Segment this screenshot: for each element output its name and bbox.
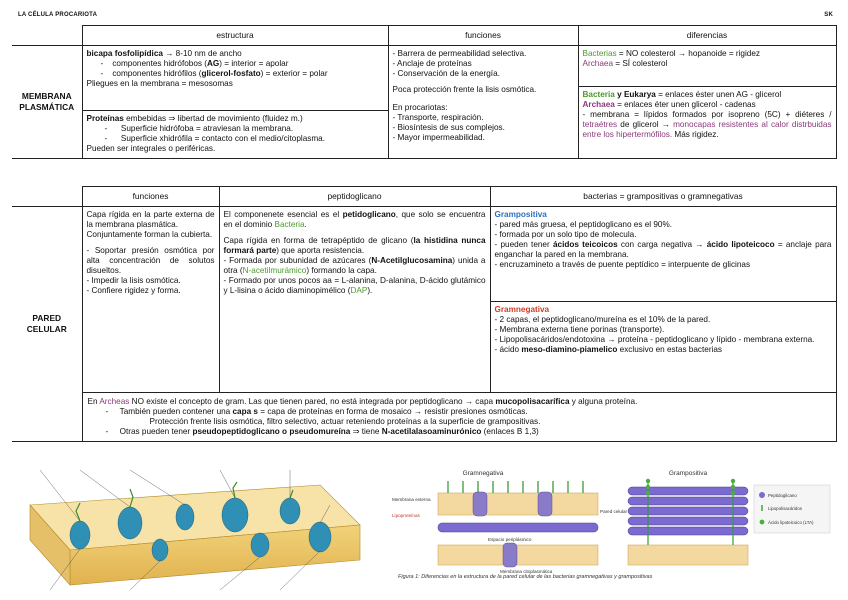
grampos-peptidoglycan-layers — [628, 487, 748, 535]
header-diferencias: diferencias — [578, 26, 836, 46]
gram-cell — [490, 207, 836, 393]
gramneg-outer-membrane — [438, 481, 598, 516]
label-lipoproteinas: Lipoproteínas — [392, 513, 420, 518]
bicapa-block: bicapa fosfolipídica → 8-10 nm de ancho - componentes hidrófobos (AG) = interior = apolar - componentes hidrófilos (glicerol-fosfato) = exterior = polar Pliegues en la membrana = mesosomas — [86, 49, 328, 88]
row-label-pared: PARED CELULAR — [12, 207, 82, 442]
figure-caption: Figura 1: Diferencias en la estructura de la pared celular de las bacterias gramnegativas y grampositivas — [398, 574, 653, 580]
label-membrana-externa: Membrana externa — [392, 497, 431, 502]
label-espacio-periplasmico: Espacio periplásmico — [488, 537, 532, 542]
row-label-membrana: MEMBRANA PLASMÁTICA — [12, 46, 82, 159]
page-header — [18, 12, 833, 22]
header-peptidoglicano: peptidoglicano — [219, 187, 490, 207]
grampositiva-block: Grampositiva - pared más gruesa, el peptidoglicano es el 90%. - formada por un solo tipo de molecula. - pueden tener ácidos teicoicos con carga negativa → ácido lipoteicoco = anclaje para enganchar la pared en la membrana. - encruzamineto a través de puente peptídico = interpuente de glicinas — [494, 210, 832, 269]
grampos-cytoplasmic-membrane — [628, 545, 748, 565]
membrana-table — [12, 25, 837, 159]
gramnegativa-block: Gramnegativa - 2 capas, el peptidoglicano/mureína es el 10% de la pared. - Membrana externa tiene porinas (transporte). - Lipopolisacáridos/endotoxina → proteína - peptidoglicano y lípido - membrana externa. - ácido meso-diamino-piamelico exclusivo en estas bacterias — [491, 301, 836, 358]
gramneg-cytoplasmic-membrane — [438, 545, 598, 565]
colesterol-block: Bacterias = NO colesterol → hopanoide = rigidez Archaea = SÍ colesterol — [582, 49, 761, 68]
diferencias-cell — [578, 46, 836, 159]
blank-corner — [12, 26, 82, 46]
header-bacterias: bacterias = grampositivas o gramnegativas — [490, 187, 836, 207]
header-estructura: estructura — [82, 26, 388, 46]
document-title: LA CÉLULA PROCARIOTA — [18, 12, 98, 18]
gramneg-peptidoglycan — [438, 523, 598, 532]
legend-peptidoglicano-swatch — [759, 492, 765, 498]
legend-lta-swatch — [760, 520, 765, 525]
author-initials: SK — [824, 12, 833, 18]
pared-funciones-cell: Capa rígida en la parte externa de la membrana plasmática. Conjuntamente forman la cubierta. - Soportar presión osmótica por alta concentración de solutos disueltos. - Impedir la lisis osmótica. - Confiere rigidez y forma. — [82, 207, 219, 393]
pared-table — [12, 186, 837, 442]
label-grampositiva: Grampositiva — [668, 470, 708, 477]
funciones-cell: - Barrera de permeabilidad selectiva. - Anclaje de proteínas - Conservación de la energía. Poca protección frente la lisis osmótica. En procariotas: - Transporte, respiración. - Biosíntesis de sus complejos. - Mayor impermeabilidad. — [388, 46, 578, 159]
membrane-illustration — [20, 465, 370, 595]
label-pared-celular: Pared celular — [600, 509, 628, 514]
header-funciones: funciones — [82, 187, 219, 207]
label-gramnegativa: Gramnegativa — [462, 470, 504, 477]
header-funciones: funciones — [388, 26, 578, 46]
blank-corner — [12, 187, 82, 207]
label-membrana-citoplasmatica: Membrana citoplasmática — [500, 569, 553, 574]
peptidoglicano-cell: El componenete esencial es el petidoglicano, que solo se encuentra en el dominio Bacteria. Capa rígida en forma de tetrapéptido de glicano (la histidina nunca formará parte) que aporta resistencia. - Formada por subunidad de azúcares (N-Acetilglucosamina) unida a otra (N-acetilmurámico) formando la capa. - Formado por unos pocos aa = L-alanina, D-alanina, D-ácido glutámico y L-lisina o ácido diaminopimélico (DAP). — [219, 207, 490, 393]
legend-peptidoglicano: Peptidoglicano — [768, 493, 797, 498]
figure-legend — [754, 485, 830, 533]
legend-lta: Ácido lipoteicoico (LTA) — [768, 520, 814, 525]
archaea-cell: En Archeas NO existe el concepto de gram. Las que tienen pared, no está integrada por peptidoglicano → capa mucopolisacarífica y alguna proteína. - También pueden contener una capa s = capa de proteínas en forma de mosaico → resistir presiones osmóticas. Protección frente lisis osmótica, filtro selectivo, actuar reteniendo proteínas a la superficie de grampositivas. - Otras pueden tener pseudopeptidoglicano o pseudomureína ⇒ tiene N-acetilalasoaminurónico (enlaces B 1,3) — [82, 393, 836, 442]
proteinas-block: Proteínas embebidas ⇒ libertad de movimiento (fluidez m.) - Superficie hidrófoba = atraviesan la membrana. - Superficie xhidrófila = contacto con el medio/citoplasma. Pueden ser integrales o periféricas. — [83, 110, 388, 158]
estructura-cell — [82, 46, 388, 159]
enlaces-block: Bacteria y Eukarya = enlaces éster unen AG - glicerol Archaea = enlaces éter unen glicerol - cadenas - membrana = lípidos formados por isopreno (5C) + diéteres / tetraétres de glicerol → monocapas resistentes al calor distrbuidas entre los hipertermófilos. Más rigidez. — [579, 86, 836, 143]
legend-lipopolisacaridos: Lipopolisacáridos — [768, 506, 802, 511]
